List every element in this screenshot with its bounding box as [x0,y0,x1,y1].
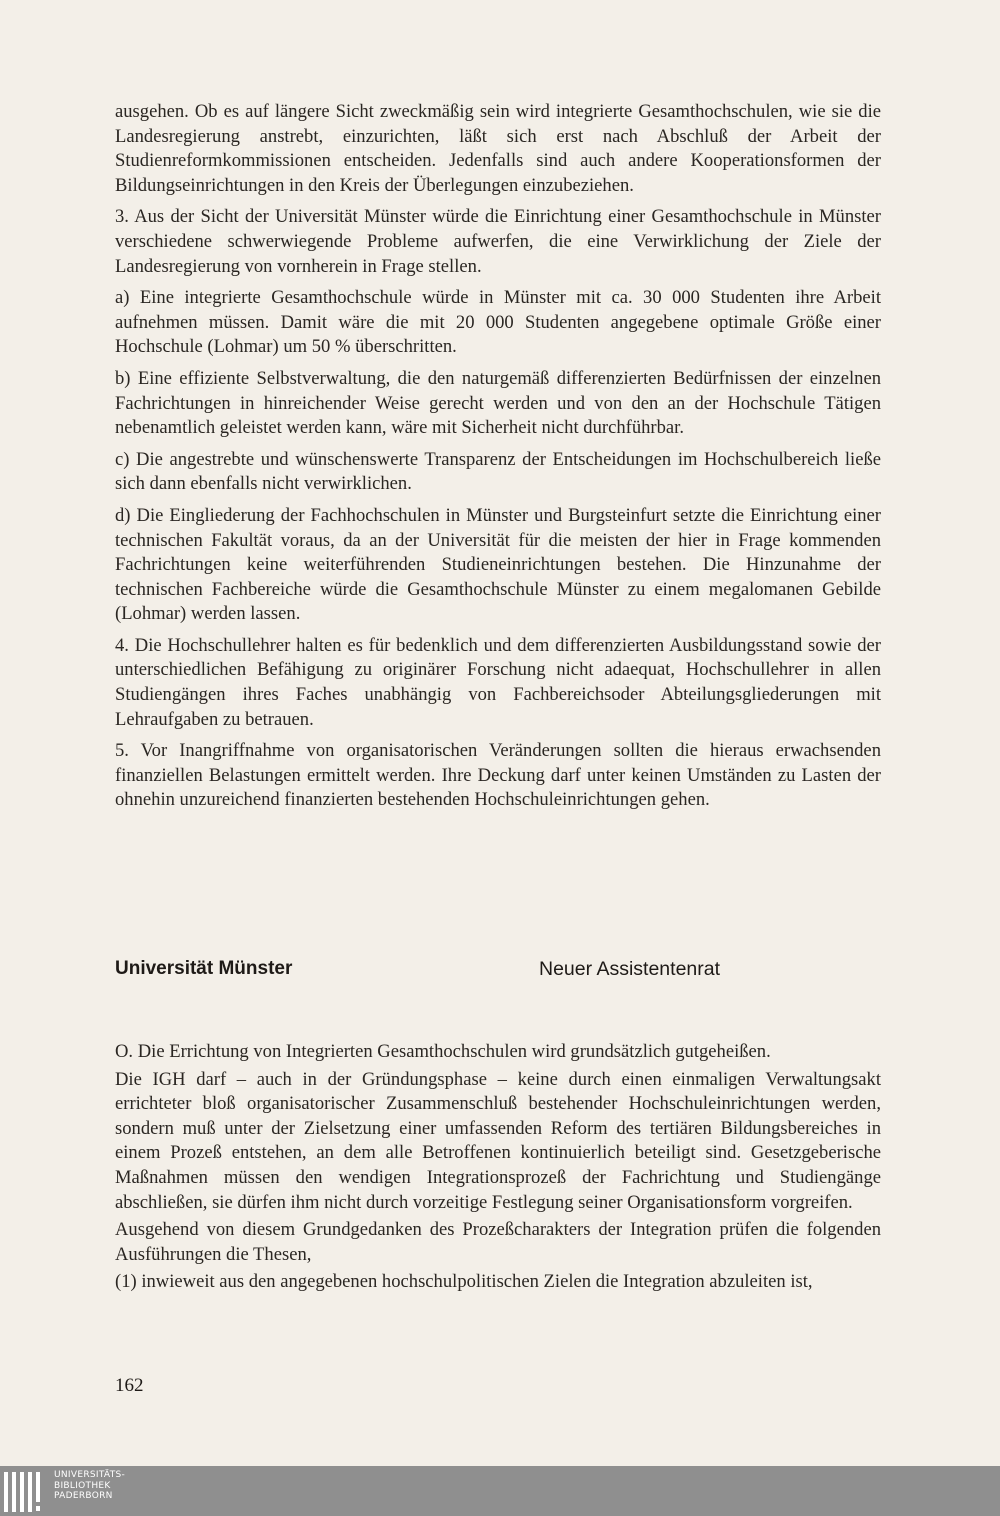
page-number: 162 [115,1375,144,1396]
main-text-block [115,100,881,820]
section-heading-title: Neuer Assistentenrat [539,958,721,980]
paragraph: Ausgehend von diesem Grundgedanken des Prozeßcharakters der Integration prüfen die folgenden Ausführungen die Thesen, [115,1219,881,1265]
paragraph: b) Eine effiziente Selbstverwaltung, die den naturgemäß differenzierten Bedürfnissen der einzelnen Fachrichtungen in hinreichender Weise gerecht werden und von den an der Hochschule Tätigen nebenamtlich geleistet werden kann, wäre mit Sicherheit nicht durchführbar. [115,367,881,439]
paragraph: a) Eine integrierte Gesamthochschule würde in Münster mit ca. 30 000 Studenten ihre Arbeit aufnehmen müssen. Damit wäre die mit 20 000 Studenten angegebene optimale Größe einer Hochschule (Lohmar) um 50 % überschritten. [115,287,881,358]
library-name-line: PADERBORN [54,1491,113,1501]
library-name-line: BIBLIOTHEK [54,1480,111,1491]
library-name-line: UNIVERSITÄTS- [54,1470,126,1480]
section-text-block [115,1040,881,1298]
paragraph: 3. Aus der Sicht der Universität Münster würde die Einrichtung einer Gesamthochschule in Münster verschiedene schwerwiegende Probleme aufwerfen, die eine Verwirklichung der Ziele der Landesregierung von vornherein in Frage stellen. [115,206,881,277]
section-heading-institution: Universität Münster [115,958,293,979]
section-heading [115,958,881,984]
paragraph: c) Die angestrebte und wünschenswerte Transparenz der Entscheidungen im Hochschulbereich ließe sich dann ebenfalls nicht verwirklichen. [115,448,881,495]
library-logo-icon [0,1466,50,1516]
paragraph: d) Die Eingliederung der Fachhochschulen in Münster und Burgsteinfurt setzte die Einrichtung einer technischen Fakultät voraus, da an der Universität für die meisten der hier in Frage kommenden Fachrichtungen keine weiterführenden Studieneinrichtungen bestehen. Die Hinzunahme der technischen Fachbereiche würde die Gesamthochschule Münster zu einem megalomanen Gebilde (Lohmar) werden lassen. [115,504,881,625]
paragraph: Die IGH darf – auch in der Gründungsphase – keine durch einen einmaligen Verwaltungsakt errichteter bloß organisatorischer Zusammenschluß bestehender Hochschuleinrichtungen werden, sondern muß unter der Zielsetzung einer umfassenden Reform des tertiären Bildungsbereiches in einem Prozeß entstehen, an dem alle Betroffenen kontinuierlich beteiligt sind. Gesetzgeberische Maßnahmen müssen den wendigen Integrationsprozeß der Fachrichtung und Studiengänge abschließen, sie dürfen ihm nicht durch vorzeitige Festlegung seiner Organisationsform vorgreifen. [115,1068,881,1213]
paragraph: 4. Die Hochschullehrer halten es für bedenklich und dem differenzierten Ausbildungsstand sowie der unterschiedlichen Befähigung zu originärer Forschung nicht adaequat, Hochschullehrer in allen Studiengängen ihres Faches unabhängig von Fachbereichsoder Abteilungsgliederungen mit Lehraufgaben zu betrauen. [115,634,881,730]
paragraph: 5. Vor Inangriffnahme von organisatorischen Veränderungen sollten die hieraus erwachsenden finanziellen Belastungen ermittelt werden. Ihre Deckung darf unter keinen Umständen zu Lasten der ohnehin unzureichend finanzierten bestehenden Hochschuleinrichtungen gehen. [115,740,881,811]
paragraph: O. Die Errichtung von Integrierten Gesamthochschulen wird grundsätzlich gutgeheißen. [115,1041,771,1062]
library-logo-text [54,1470,125,1502]
library-footer [0,1466,1000,1516]
paragraph: ausgehen. Ob es auf längere Sicht zweckmäßig sein wird integrierte Gesamthochschulen, wie sie die Landesregierung anstrebt, einzurichten, läßt sich erst nach Abschluß der Arbeit der Studienreformkommissionen entscheiden. Jedenfalls sind auch andere Kooperationsformen der Bildungseinrichtungen in den Kreis der Überlegungen einzubeziehen. [115,101,881,196]
paragraph: (1) inwieweit aus den angegebenen hochschulpolitischen Zielen die Integration abzuleiten ist, [115,1271,813,1293]
